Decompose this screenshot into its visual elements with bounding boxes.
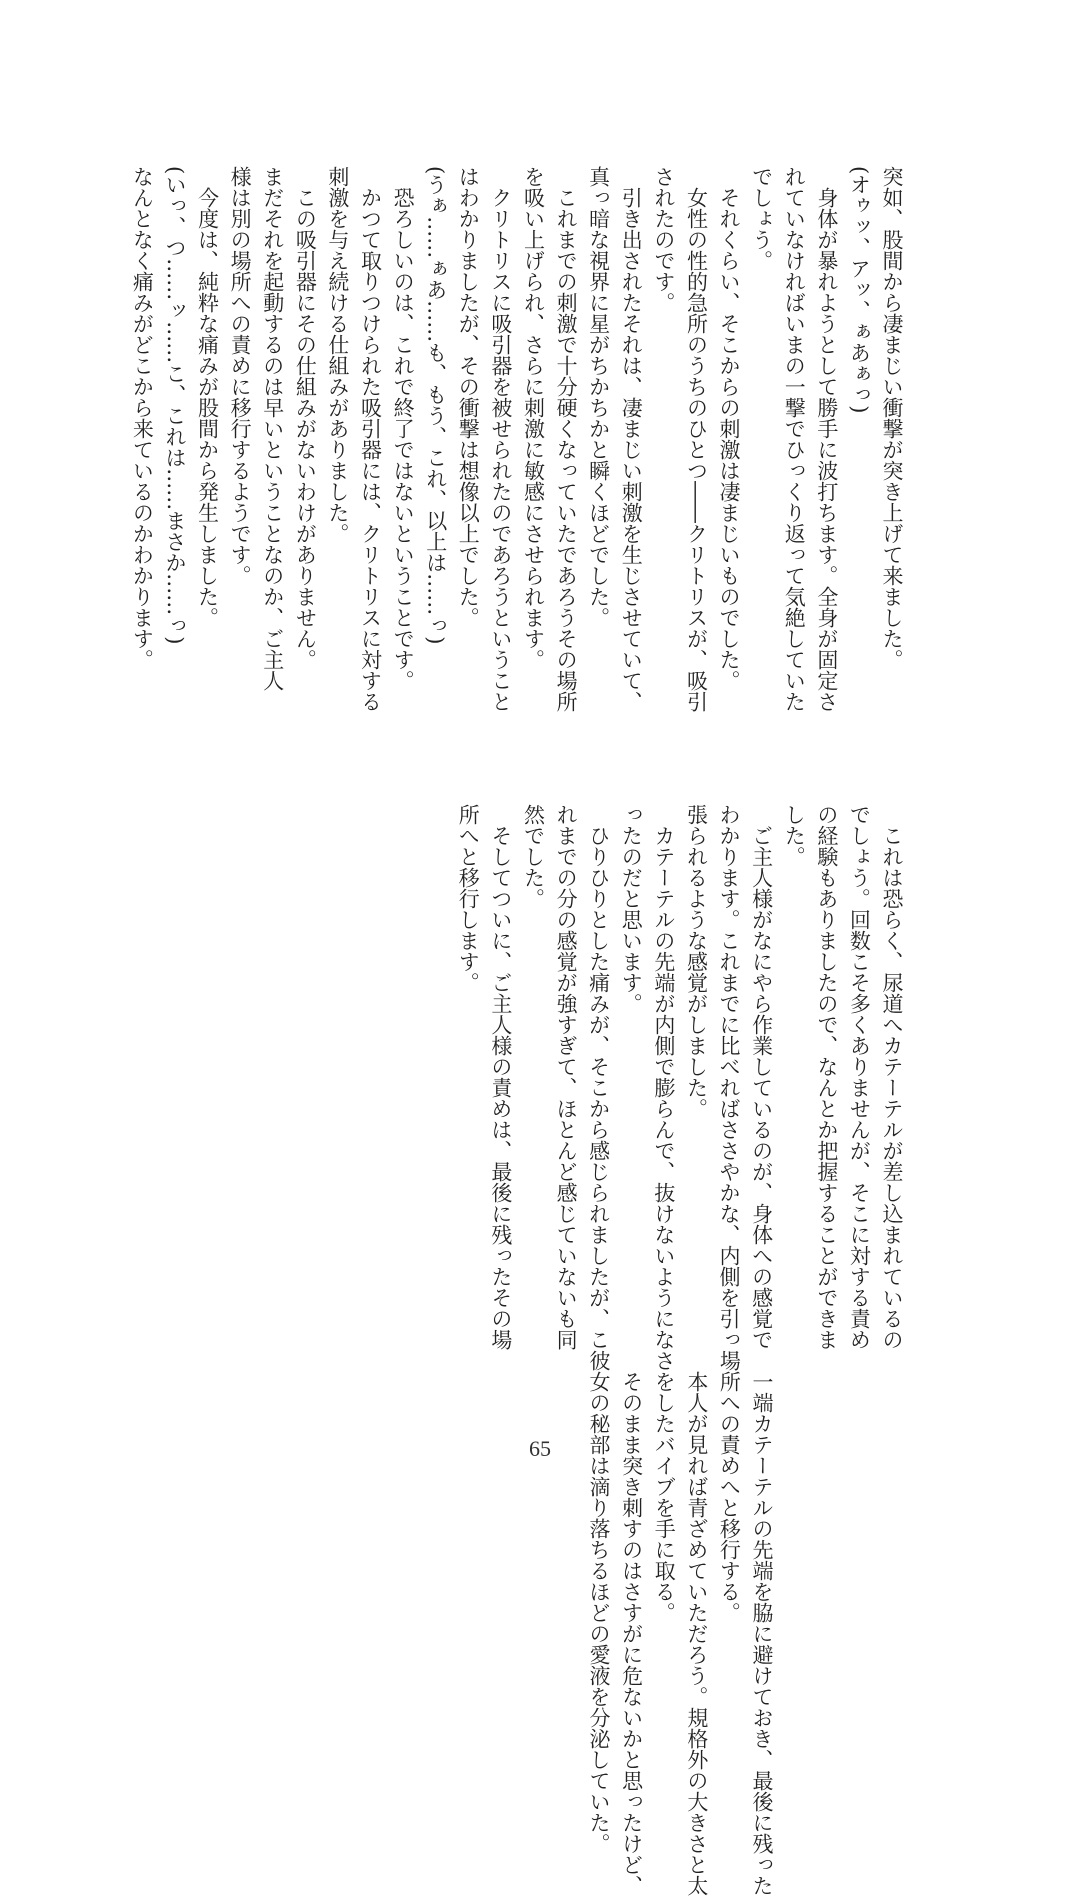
text-line: 一端カテーテルの先端を脇に避けておき、最後に残った [750, 1350, 774, 1896]
text-line: はわかりましたが、その衝撃は想像以上でした。 [456, 166, 481, 628]
text-line: 場所への責めへと移行する。 [717, 1350, 742, 1623]
text-line: (うぁ……ぁあ……も、もう、これ、以上は……っ) [423, 166, 448, 645]
text-line: した。 [782, 804, 807, 867]
text-line: (いっ、つ……ッ……こ、これは……まさか……っ) [162, 166, 187, 645]
text-line: そしてついに、ご主人様の責めは、最後に残ったその場 [488, 804, 513, 1350]
text-line: れていなければいまの一撃でひっくり返って気絶していた [782, 166, 807, 712]
text-line: 今度は、純粋な痛みが股間から発生しました。 [195, 166, 220, 628]
text-line: されたのです。 [651, 166, 676, 313]
text-line: (オゥッ、アッ、ぁあぁっ) [847, 166, 872, 414]
text-line: 突如、股間から凄まじい衝撃が突き上げて来ました。 [880, 166, 904, 670]
text-line: かつて取りつけられた吸引器には、クリトリスに対する [358, 166, 383, 712]
bottom-paragraph-group-1 [452, 804, 908, 1350]
text-line: 本人が見れば青ざめていただろう。規格外の大きさと太 [684, 1350, 709, 1896]
text-line: まだそれを起動するのは早いということなのか、ご主人 [260, 166, 285, 691]
text-line: 女性の性的急所のうちのひとつ――クリトリスが、吸引 [684, 166, 709, 712]
text-line: 恐ろしいのは、これで終了ではないということです。 [391, 166, 416, 691]
text-line: 張られるような感覚がしました。 [684, 804, 709, 1119]
top-text-block [126, 166, 908, 746]
text-line: それくらい、そこからの刺激は凄まじいものでした。 [717, 166, 742, 691]
text-line: この吸引器にその仕組みがないわけがありません。 [293, 166, 318, 670]
text-line: れまでの分の感覚が強すぎて、ほとんど感じていないも同 [554, 804, 579, 1350]
text-line: カテーテルの先端が内側で膨らんで、抜けないようにな [651, 804, 676, 1350]
text-line: そのまま突き刺すのはさすがに危ないかと思ったけど、 [619, 1350, 644, 1896]
text-line: さをしたバイブを手に取る。 [652, 1350, 677, 1623]
page-number: 65 [529, 1436, 551, 1461]
text-line: 様は別の場所への責めに移行するようです。 [228, 166, 253, 586]
text-line: でしょう。 [749, 166, 774, 271]
text-line: ひりひりとした痛みが、そこから感じられましたが、こ [586, 804, 611, 1350]
text-line: でしょう。回数こそ多くありませんが、そこに対する責め [847, 804, 872, 1350]
text-line: 刺激を与え続ける仕組みがありました。 [325, 166, 350, 544]
text-line: 所へと移行します。 [456, 804, 481, 993]
text-line: 身体が暴れようとして勝手に波打ちます。全身が固定さ [814, 166, 839, 712]
text-line: 彼女の秘部は滴り落ちるほどの愛液を分泌していた。 [587, 1350, 612, 1854]
text-line: 然でした。 [521, 804, 546, 909]
bottom-paragraph-group-2 [452, 1350, 778, 1896]
text-line: わかります。これまでに比べればささやかな、内側を引っ [717, 804, 742, 1350]
text-line: これまでの刺激で十分硬くなっていたであろうその場所 [554, 166, 579, 712]
text-line: これは恐らく、尿道へカテーテルが差し込まれているの [880, 804, 904, 1350]
text-line: なんとなく痛みがどこから来ているのかわかります。 [130, 166, 155, 670]
text-line: を吸い上げられ、さらに刺激に敏感にさせられます。 [521, 166, 546, 670]
text-line: 真っ暗な視界に星がちかちかと瞬くほどでした。 [586, 166, 611, 628]
text-line: 引き出されたそれは、凄まじい刺激を生じさせていて、 [619, 166, 644, 712]
text-line: クリトリスに吸引器を被せられたのであろうということ [488, 166, 513, 712]
text-line: の経験もありましたので、なんとか把握することができま [814, 804, 839, 1350]
text-line: ご主人様がなにやら作業しているのが、身体への感覚で [749, 804, 774, 1350]
text-line: ったのだと思います。 [619, 804, 644, 1014]
